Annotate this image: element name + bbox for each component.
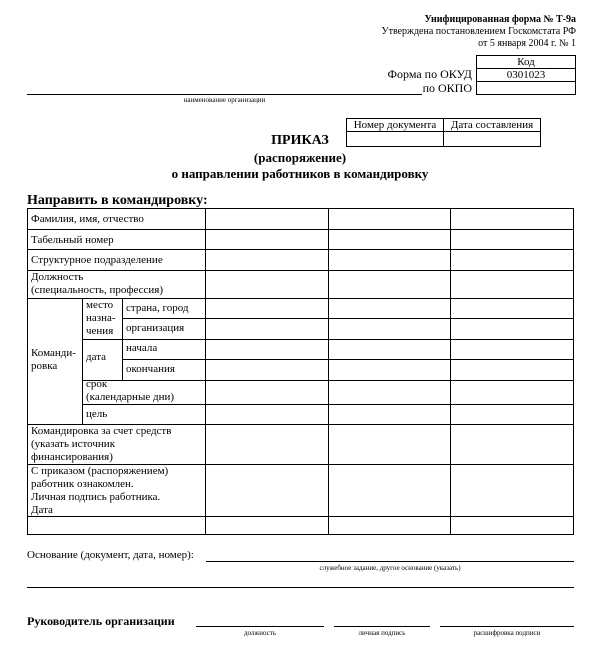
- inner-line: [82, 298, 83, 424]
- head-decode-caption: расшифровка подписи: [473, 629, 541, 637]
- label-ack-3: Личная подпись работника.: [31, 491, 161, 503]
- label-komand-1: Команди-: [31, 347, 76, 359]
- okud-label: Форма по ОКУД: [387, 67, 472, 81]
- row-line: [122, 318, 573, 319]
- label-ack-4: Дата: [31, 504, 53, 516]
- label-fund-2: (указать источник: [31, 438, 116, 450]
- label-date: дата: [86, 351, 107, 363]
- basis-line[interactable]: [206, 561, 574, 562]
- label-start: начала: [126, 342, 158, 354]
- label-dest-2: назна-: [86, 312, 116, 324]
- okpo-value[interactable]: [477, 82, 576, 95]
- doc-number-header: Номер документа: [347, 119, 444, 132]
- label-ack-1: С приказом (распоряжением): [31, 465, 169, 477]
- label-ack-2: работник ознакомлен.: [31, 478, 134, 490]
- head-signature-line[interactable]: [334, 626, 430, 627]
- label-fio: Фамилия, имя, отчество: [31, 213, 144, 225]
- label-fund-1: Командировка за счет средств: [31, 425, 172, 437]
- col-line-1: [205, 209, 206, 534]
- doc-date-header: Дата составления: [444, 119, 541, 132]
- label-division: Структурное подразделение: [31, 254, 163, 266]
- title-rasp: (распоряжение): [253, 150, 347, 165]
- label-tab-no: Табельный номер: [31, 234, 114, 246]
- head-position-caption: должность: [243, 629, 277, 637]
- row-line: [82, 380, 573, 381]
- form-name: Унифицированная форма № Т-9а: [424, 14, 576, 25]
- label-term-1: срок: [86, 378, 108, 390]
- code-header: Код: [477, 56, 576, 69]
- col-line-2: [328, 209, 329, 534]
- head-position-line[interactable]: [196, 626, 324, 627]
- head-decode-line[interactable]: [440, 626, 574, 627]
- row-line: [82, 404, 573, 405]
- basis-label: Основание (документ, дата, номер):: [27, 549, 194, 561]
- label-country: страна, город: [126, 302, 189, 314]
- head-signature-caption: личная подпись: [358, 629, 406, 637]
- approved-date: от 5 января 2004 г. № 1: [478, 38, 576, 49]
- label-position-2: (специальность, профессия): [31, 284, 163, 296]
- label-position-1: Должность: [31, 271, 84, 283]
- label-term-2: (календарные дни): [86, 391, 174, 403]
- okpo-label: по ОКПО: [422, 81, 472, 95]
- label-purpose: цель: [86, 408, 108, 420]
- row-line: [122, 359, 573, 360]
- okud-value[interactable]: 0301023: [477, 69, 576, 82]
- label-dest-1: место: [86, 299, 114, 311]
- row-line: [28, 229, 573, 230]
- label-dest-3: чения: [86, 325, 114, 337]
- label-organization: организация: [126, 322, 185, 334]
- label-fund-3: финансирования): [31, 451, 113, 463]
- org-name-line[interactable]: [27, 94, 422, 95]
- section-heading: Направить в командировку:: [27, 193, 208, 208]
- row-line: [28, 270, 573, 271]
- basis-caption: служебное задание, другое основание (указать): [319, 564, 461, 572]
- org-name-caption: наименование организации: [183, 96, 266, 104]
- row-line: [82, 339, 573, 340]
- label-komand-2: ровка: [31, 360, 58, 372]
- basis-line-2[interactable]: [27, 587, 574, 588]
- codes-table: [476, 55, 576, 95]
- row-line: [28, 516, 573, 517]
- col-line-3: [450, 209, 451, 534]
- head-label: Руководитель организации: [27, 614, 175, 628]
- title-prikaz: ПРИКАЗ: [271, 133, 329, 148]
- inner-line: [122, 298, 123, 380]
- main-table: [27, 208, 574, 535]
- label-end: окончания: [126, 363, 175, 375]
- row-line: [28, 249, 573, 250]
- title-subject: о направлении работников в командировку: [171, 166, 429, 181]
- approved-text: Утверждена постановлением Госкомстата РФ: [381, 26, 576, 37]
